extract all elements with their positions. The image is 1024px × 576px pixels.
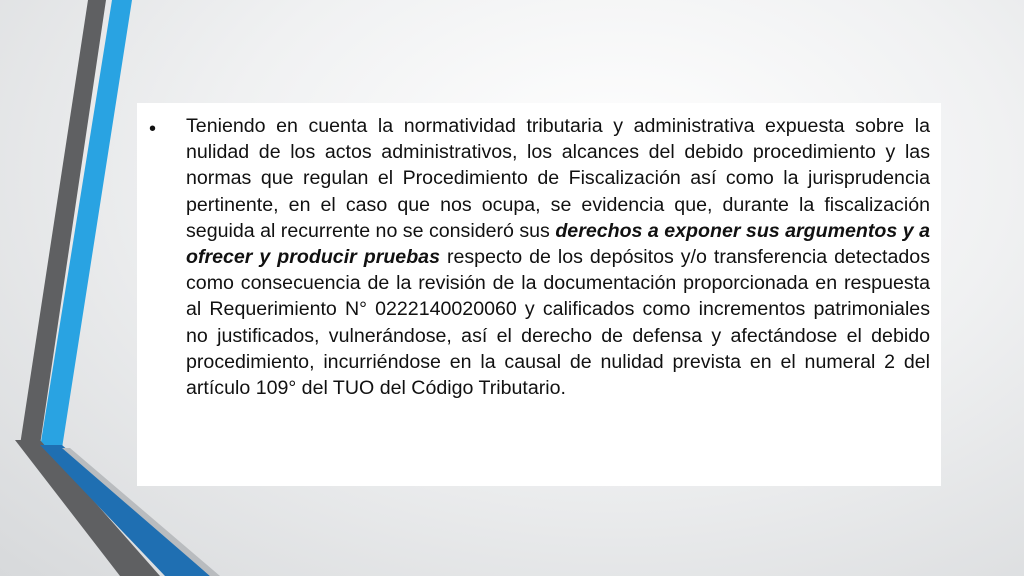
- paragraph-text-part1: Teniendo en cuenta la normatividad tributaria y administrativa expuesta sobre la nulidad de los actos administrativos, los alcances del debido procedimiento y las normas que regulan el Procedimiento de Fiscalización así como la jurisprudencia pertinente, en el caso que nos ocupa, se evidencia que, durante la fiscalización seguida al recurrente no se consideró sus: [186, 115, 930, 242]
- bullet-paragraph: [186, 113, 930, 401]
- content-card: [137, 103, 941, 486]
- paragraph-emphasis: derechos a exponer sus argumentos y a ofrecer y producir pruebas: [186, 219, 930, 269]
- bullet-marker: •: [149, 118, 157, 140]
- paragraph-text-part2: respecto de los depósitos y/o transferencia detectados como consecuencia de la revisión de la documentación proporcionada en respuesta al Requerimiento N° 0222140020060 y calificados como incrementos patrimoniales no justificados, vulnerándose, así el derecho de defensa y afectándose el debido procedimiento, incurriéndose en la causal de nulidad prevista en el numeral 2 del artículo 109° del TUO del Código Tributario.: [186, 246, 930, 400]
